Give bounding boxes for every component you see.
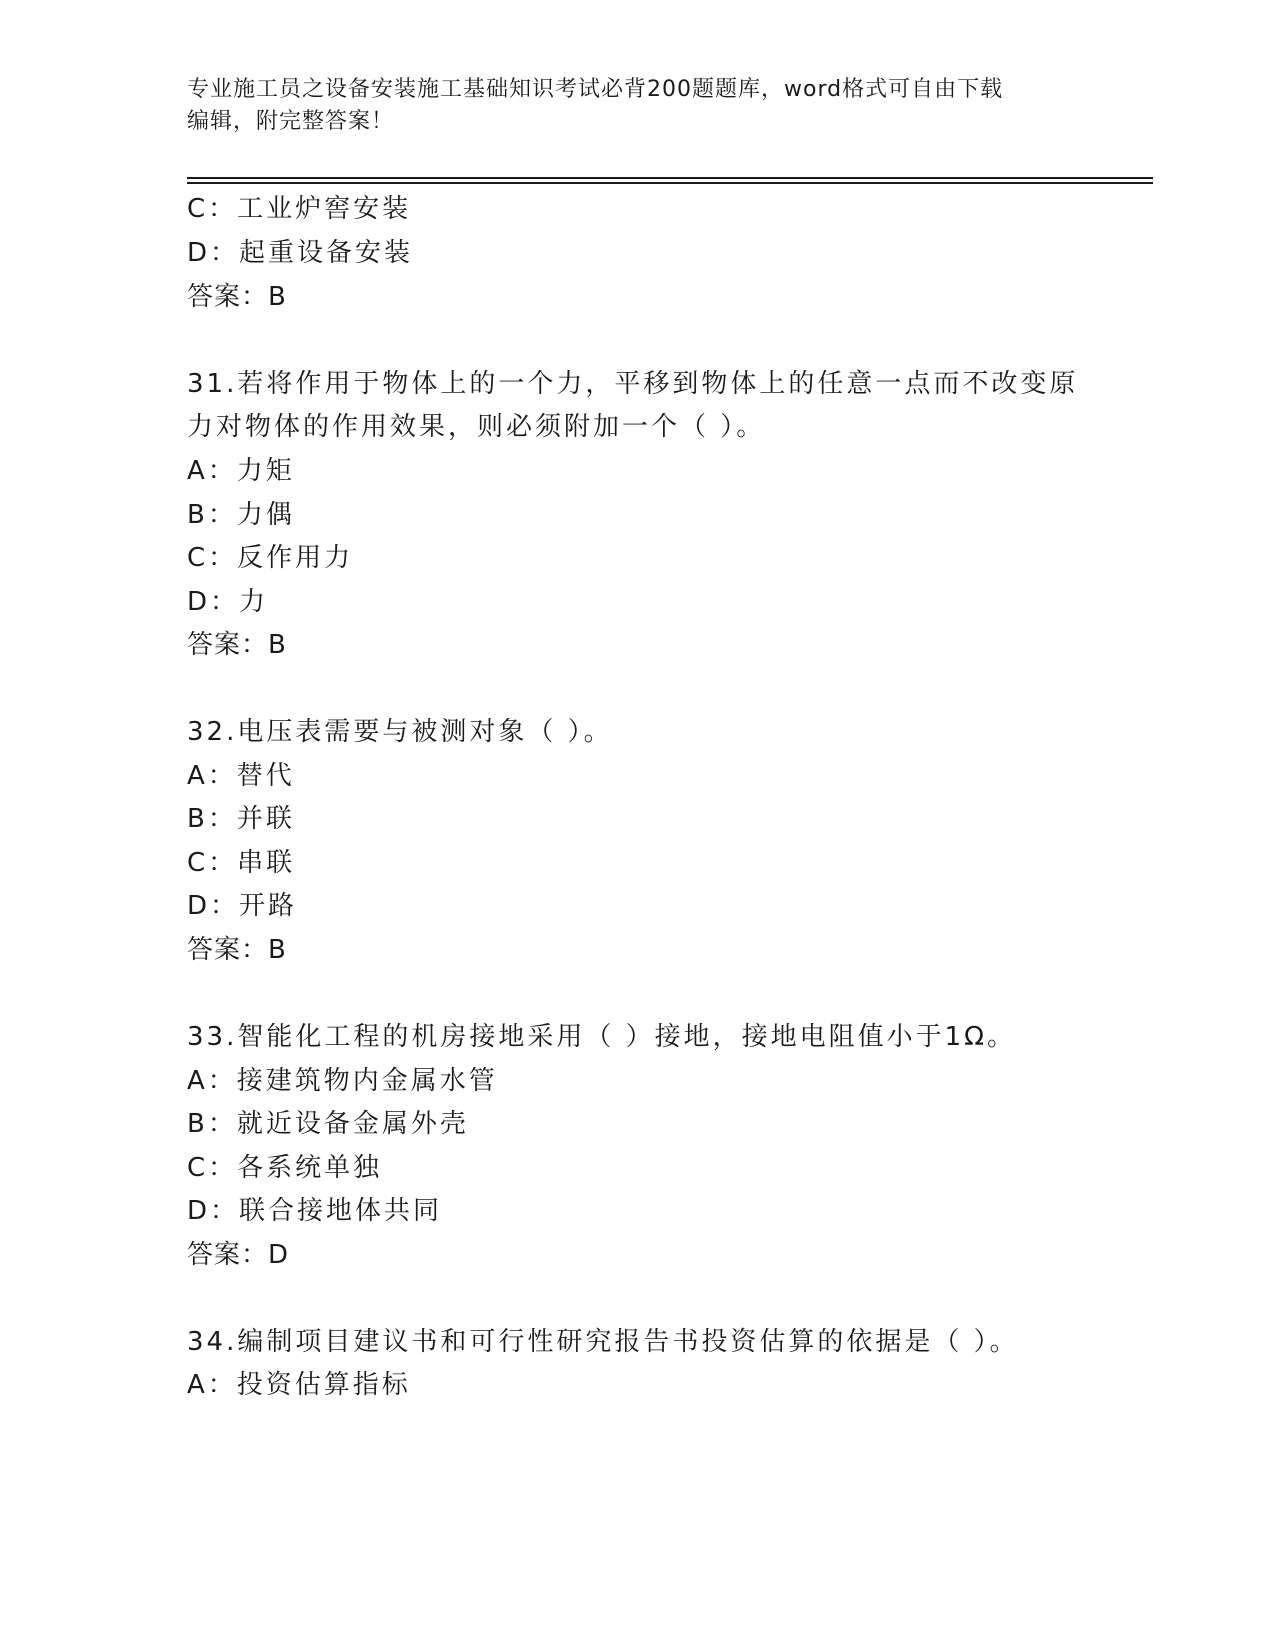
q31-stem-line-1: 31.若将作用于物体上的一个力，平移到物体上的任意一点而不改变原 [187, 369, 1079, 399]
q32-option-c: C：串联 [187, 848, 296, 878]
q30-option-d: D：起重设备安装 [187, 238, 414, 268]
q32-stem: 32.电压表需要与被测对象（ ）。 [187, 717, 613, 747]
q31-stem-line-2: 力对物体的作用效果，则必须附加一个（ ）。 [187, 412, 766, 442]
q34-stem: 34.编制项目建议书和可行性研究报告书投资估算的依据是（ ）。 [187, 1327, 1019, 1357]
q33-option-b: B：就近设备金属外壳 [187, 1109, 469, 1139]
header-divider-top [187, 177, 1153, 179]
q33-answer: 答案：D [187, 1240, 290, 1270]
q31-option-a: A：力矩 [187, 456, 295, 486]
header-divider-bottom [187, 182, 1153, 184]
q33-option-d: D：联合接地体共同 [187, 1196, 443, 1226]
q34-option-a: A：投资估算指标 [187, 1370, 411, 1400]
q33-option-a: A：接建筑物内金属水管 [187, 1066, 498, 1096]
header-title-line-2: 编辑，附完整答案！ [187, 109, 395, 134]
q31-option-c: C：反作用力 [187, 543, 354, 573]
q32-answer: 答案：B [187, 935, 287, 965]
q30-option-c: C：工业炉窖安装 [187, 194, 412, 224]
q32-option-a: A：替代 [187, 761, 295, 791]
q33-stem: 33.智能化工程的机房接地采用（ ）接地，接地电阻值小于1Ω。 [187, 1022, 1017, 1052]
document-header [187, 74, 1087, 138]
q32-option-b: B：并联 [187, 804, 295, 834]
q31-option-d: D：力 [187, 587, 269, 617]
header-title-line-1: 专业施工员之设备安装施工基础知识考试必背200题题库，word格式可自由下载 [187, 77, 1004, 102]
q31-option-b: B：力偶 [187, 500, 295, 530]
q33-option-c: C：各系统单独 [187, 1153, 383, 1183]
q30-answer: 答案：B [187, 282, 287, 312]
q32-option-d: D：开路 [187, 891, 298, 921]
q31-answer: 答案：B [187, 630, 287, 660]
